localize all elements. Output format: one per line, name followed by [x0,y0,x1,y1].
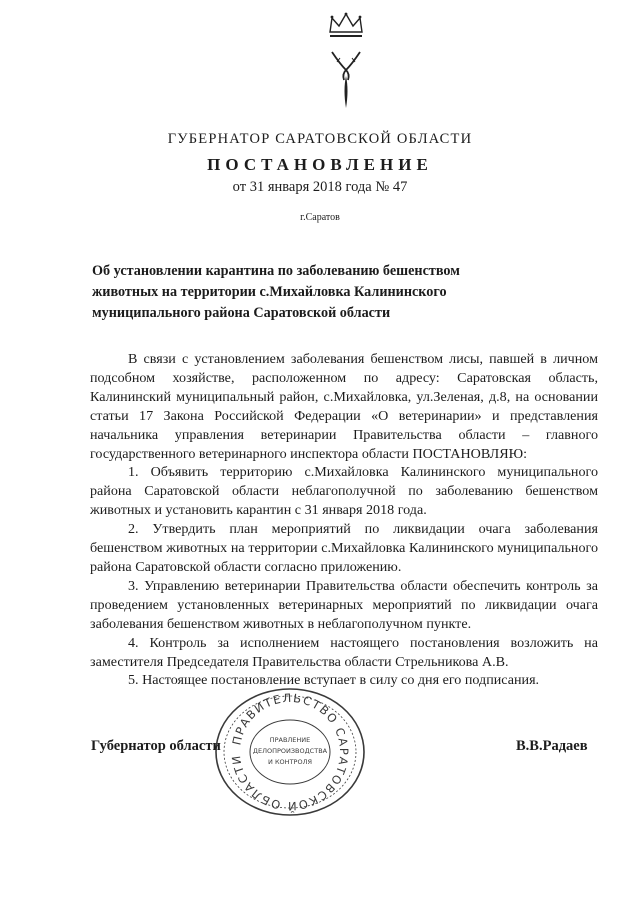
resolution-item-2: 2. Утвердить план мероприятий по ликвидации очага заболевания бешенством животных на территории с.Михайловка Калининского муниципального района Саратовской области согласно приложению. [90,521,598,575]
svg-text:ДЕЛОПРОИЗВОДСТВА: ДЕЛОПРОИЗВОДСТВА [252,747,328,755]
official-seal-stamp [212,686,368,818]
svg-text:ПРАВЛЕНИЕ: ПРАВЛЕНИЕ [269,736,311,744]
crown-sterlets-emblem-icon [322,12,370,112]
svg-text:И КОНТРОЛЯ: И КОНТРОЛЯ [268,758,312,766]
svg-text:ПРАВИТЕЛЬСТВО САРАТОВСКОЙ ОБЛА: ПРАВИТЕЛЬСТВО САРАТОВСКОЙ ОБЛАСТИ [228,690,352,814]
resolution-item-4: 4. Контроль за исполнением настоящего постановления возложить на заместителя Председателя Правительства области Стрельникова А.В. [90,634,598,670]
document-body [90,350,598,690]
document-date-number: от 31 января 2018 года № 47 [232,179,408,195]
resolution-item-5: 5. Настоящее постановление вступает в силу со дня его подписания. [128,672,540,689]
resolution-item-1: 1. Объявить территорию с.Михайловка Калининского муниципального района Саратовской области неблагополучной по заболеванию бешенством животных и установить карантин с 31 января 2018 года. [90,464,598,519]
resolution-item-3: 3. Управлению ветеринарии Правительства области обеспечить контроль за проведением установленных ветеринарных мероприятий по ликвидации очага заболевания бешенством животных в неблагополучном пункте. [90,577,598,632]
issue-city: г.Саратов [300,212,340,223]
preamble-paragraph: В связи с установлением заболевания бешенством лисы, павшей в личном подсобном хозяйстве, расположенном по адресу: Саратовская область, Калининский муниципальный район, с.Михайловка, ул.Зеленая, д.8, на основании статьи 17 Закона Российской Федерации «О ветеринарии» и представления начальника управления ветеринарии Правительства области – главного государственного ветеринарного инспектора области ПОСТАНОВЛЯЮ: [90,351,598,462]
signatory-title: Губернатор области [91,738,221,754]
issuing-authority: ГУБЕРНАТОР САРАТОВСКОЙ ОБЛАСТИ [167,131,473,147]
document-type-title: ПОСТАНОВЛЕНИЕ [207,155,433,174]
signatory-name: В.В.Радаев [516,738,588,754]
document-subject: Об установлении карантина по заболеванию бешенством животных на территории с.Михайловка Калининского муниципального района Саратовской области [92,263,460,321]
